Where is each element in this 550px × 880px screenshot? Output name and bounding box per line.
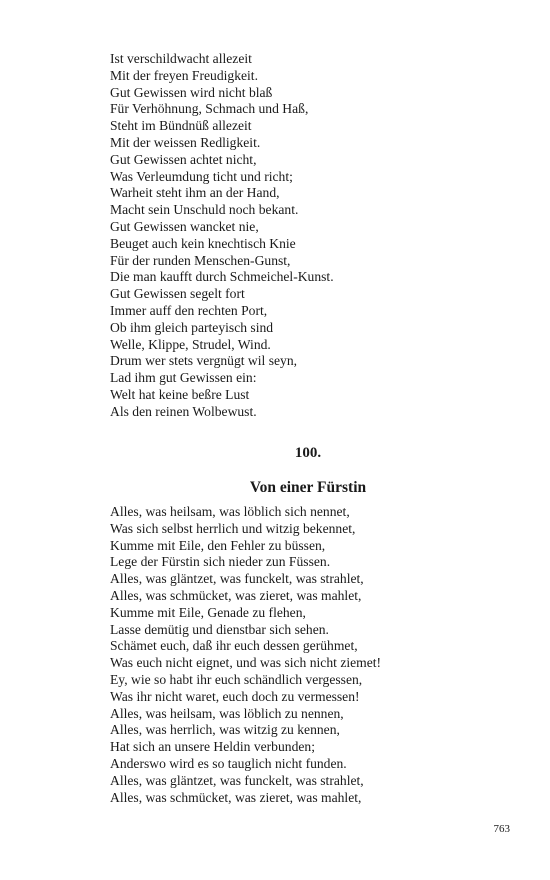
verse-line: Lege der Fürstin sich nieder zun Füssen.	[110, 554, 331, 570]
verse-line: Alles, was herrlich, was witzig zu kennen,	[110, 722, 340, 738]
verse-line: Alles, was schmücket, was zieret, was mahlet,	[110, 789, 362, 805]
poem-number: 100.	[294, 445, 322, 461]
verse-line: Gut Gewissen achtet nicht,	[110, 151, 257, 167]
verse-line: Alles, was schmücket, was zieret, was mahlet,	[110, 587, 362, 603]
verse-line: Was euch nicht eignet, und was sich nicht ziemet!	[110, 655, 382, 671]
verse-line: Schämet euch, daß ihr euch dessen gerühmet,	[110, 638, 358, 654]
verse-line: Drum wer stets vergnügt wil seyn,	[110, 353, 298, 369]
verse-line: Alles, was gläntzet, was funckelt, was strahlet,	[110, 772, 364, 788]
verse-line: Die man kaufft durch Schmeichel-Kunst.	[110, 269, 334, 285]
verse-line: Beuget auch kein knechtisch Knie	[110, 235, 296, 251]
verse-line: Warheit steht ihm an der Hand,	[110, 185, 280, 201]
verse-line: Mit der weissen Redligkeit.	[110, 134, 261, 150]
verse-line: Ist verschildwacht allezeit	[110, 51, 252, 66]
verse-line: Steht im Bündnüß allezeit	[110, 118, 252, 134]
verse-line: Lasse demütig und dienstbar sich sehen.	[110, 621, 329, 637]
verse-line: Für der runden Menschen-Gunst,	[110, 252, 291, 268]
verse-line: Alles, was gläntzet, was funckelt, was strahlet,	[110, 571, 364, 587]
verse-line: Gut Gewissen wancket nie,	[110, 218, 259, 234]
poem-title: Von einer Fürstin	[249, 479, 367, 496]
verse-line: Als den reinen Wolbewust.	[110, 403, 257, 419]
verse-line: Immer auff den rechten Port,	[110, 302, 268, 318]
verse-line: Welt hat keine beßre Lust	[110, 386, 250, 402]
verse-line: Hat sich an unsere Heldin verbunden;	[110, 739, 315, 755]
poem-stanza-continued	[110, 51, 490, 421]
verse-line: Was Verleumdung ticht und richt;	[110, 168, 293, 184]
verse-line: Macht sein Unschuld noch bekant.	[110, 202, 299, 218]
verse-line: Alles, was heilsam, was löblich sich nennet,	[110, 504, 350, 519]
verse-line: Was ihr nicht waret, euch doch zu vermessen!	[110, 688, 360, 704]
verse-line: Alles, was heilsam, was löblich zu nennen,	[110, 705, 344, 721]
verse-line: Lad ihm gut Gewissen ein:	[110, 370, 257, 386]
verse-line: Ob ihm gleich parteyisch sind	[110, 319, 274, 335]
verse-line: Anderswo wird es so tauglich nicht funden.	[110, 755, 347, 771]
verse-line: Was sich selbst herrlich und witzig bekennet,	[110, 520, 356, 536]
verse-line: Für Verhöhnung, Schmach und Haß,	[110, 101, 309, 117]
page-number: 763	[493, 823, 510, 835]
verse-line: Welle, Klippe, Strudel, Wind.	[110, 336, 271, 352]
verse-line: Gut Gewissen segelt fort	[110, 286, 245, 302]
poem-stanza	[110, 504, 490, 806]
verse-line: Kumme mit Eile, Genade zu flehen,	[110, 604, 306, 620]
verse-line: Ey, wie so habt ihr euch schändlich vergessen,	[110, 671, 363, 687]
verse-line: Gut Gewissen wird nicht blaß	[110, 84, 273, 100]
verse-line: Kumme mit Eile, den Fehler zu büssen,	[110, 537, 326, 553]
verse-line: Mit der freyen Freudigkeit.	[110, 67, 258, 83]
